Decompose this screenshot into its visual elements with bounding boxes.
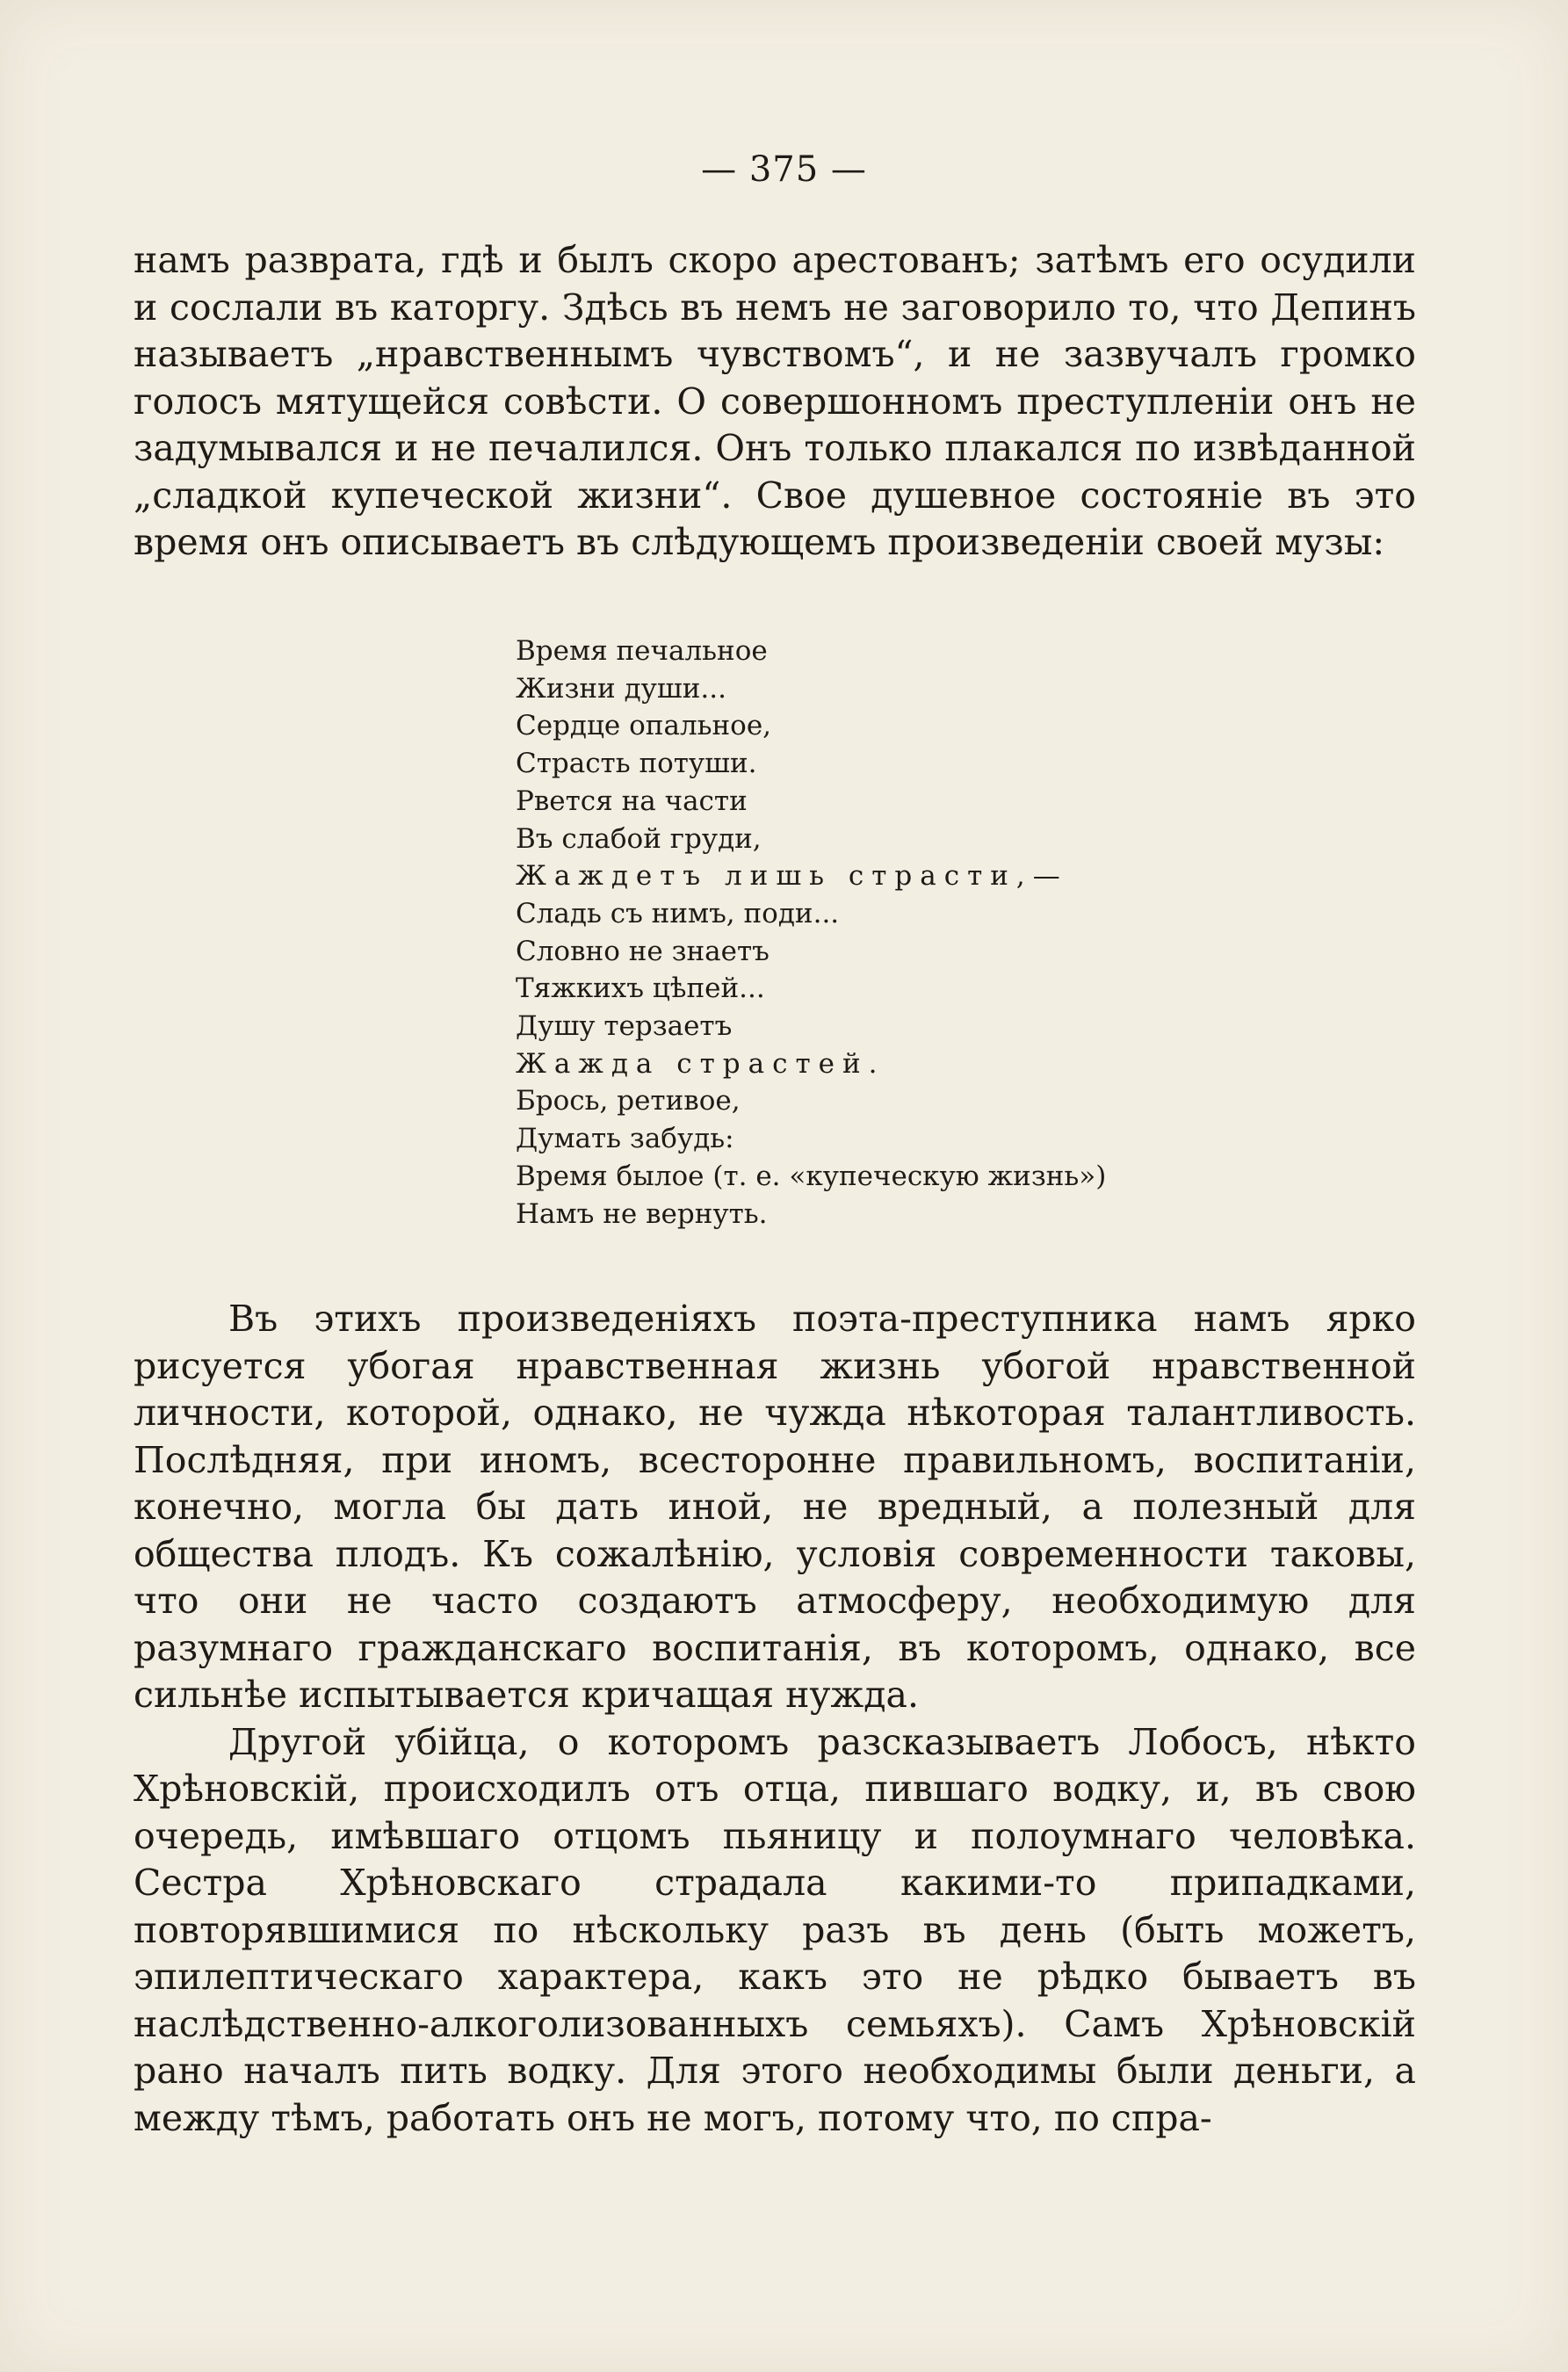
poem-line: Сердце опальное,: [516, 710, 772, 742]
paragraph-1: [134, 237, 1416, 567]
poem-line: Въ слабой груди,: [516, 822, 762, 855]
poem-line: Время былое (т. е. «купеческую жизнь»): [516, 1160, 1107, 1192]
poem-line: Рвется на части: [516, 785, 748, 817]
poem-line: Время печальное: [516, 635, 768, 667]
poem-line: Страсть потуши.: [516, 748, 757, 780]
paragraph-text: намъ разврата, гдѣ и былъ скоро арестованъ; затѣмъ его осудили и сослали въ каторгу. Здѣсь въ немъ не заговорило то, что Депинъ называетъ „нравственнымъ чувствомъ“, и не зазвучалъ громко голосъ мятущейся совѣсти. О совершонномъ преступленіи онъ не задумывался и не печалился. Онъ только плакался по извѣданной „сладкой купеческой жизни“. Свое душевное состояніе въ это время онъ описываетъ въ слѣдующемъ произведеніи своей музы:: [134, 239, 1416, 563]
poem-line: Брось, ретивое,: [516, 1085, 741, 1117]
poem-line: Словно не знаетъ: [516, 935, 770, 967]
poem-line: Намъ не вернуть.: [516, 1197, 768, 1230]
body-text: [134, 1296, 1416, 2142]
poem-line: Жизни души...: [516, 672, 726, 705]
poem: [516, 633, 1236, 1233]
poem-line: Сладь съ нимъ, поди...: [516, 897, 840, 929]
page-number: — 375 —: [701, 149, 867, 190]
paragraph-2: Въ этихъ произведеніяхъ поэта-преступника намъ ярко рисуется убогая нравственная жизнь убогой нравственной личности, которой, однако, не чужда нѣкоторая талантливость. Послѣдняя, при иномъ, всесторонне правильномъ, воспитаніи, конечно, могла бы дать иной, не вредный, а полезный для общества плодъ. Къ сожалѣнію, условія современности таковы, что они не часто создаютъ атмосферу, необходимую для разумнаго гражданскаго воспитанія, въ которомъ, однако, все сильнѣе испытывается кричащая нужда.: [134, 1298, 1416, 1716]
poem-line: Тяжкихъ цѣпей...: [516, 973, 765, 1005]
poem-line: Думать забудь:: [516, 1123, 734, 1155]
paragraph-3: Другой убійца, о которомъ разсказываетъ Лобосъ, нѣкто Хрѣновскій, происходилъ отъ отца, пившаго водку, и, въ свою очередь, имѣвшаго отцомъ пьяницу и полоумнаго человѣка. Сестра Хрѣновскаго страдала какими-то припадками, повторявшимися по нѣскольку разъ въ день (быть можетъ, эпилептическаго характера, какъ это не рѣдко бываетъ въ наслѣдственно-алкоголизованныхъ семьяхъ). Самъ Хрѣновскій рано началъ пить водку. Для этого необходимы были деньги, а между тѣмъ, работать онъ не могъ, потому что, по спра-: [134, 1720, 1416, 2139]
poem-line: Душу терзаетъ: [516, 1010, 733, 1043]
poem-line: Жажда страстей.: [516, 1047, 885, 1080]
poem-line: Жаждетъ лишь страсти,—: [516, 860, 1068, 893]
